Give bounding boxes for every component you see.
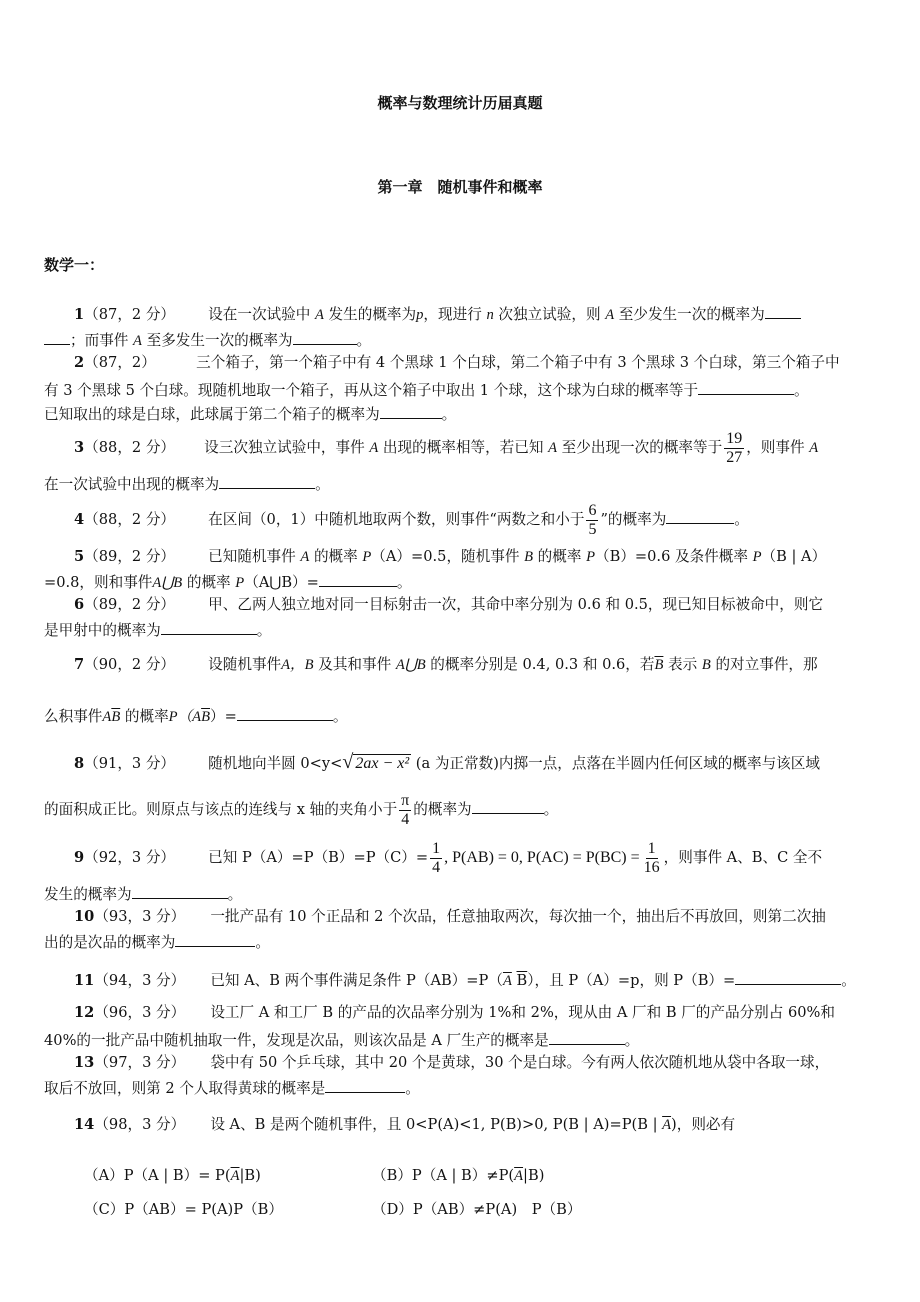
question-number: 12 — [74, 1004, 95, 1021]
text: (a 为正常数)内掷一点，点落在半圆内任何区域的概率与该区域 — [415, 755, 820, 772]
question-2-line-3 — [44, 404, 880, 424]
denominator: 5 — [588, 520, 597, 538]
text: 。 — [227, 886, 243, 903]
answer-blank — [325, 1078, 405, 1093]
sqrt-expression: 2ax − x² — [355, 755, 410, 772]
var: A — [133, 333, 142, 349]
var: A，B — [281, 657, 314, 673]
text: 出现的概率相等，若已知 — [382, 439, 544, 456]
option-text: |B) — [239, 1167, 261, 1184]
a-bar: $\overline{A}$ — [662, 1117, 672, 1133]
var: $\overline{B}$ — [201, 709, 211, 725]
text: 的概率 — [537, 548, 582, 565]
question-1-line-2 — [44, 330, 880, 350]
text: 40%的一批产品中随机抽取一件，发现是次品，则该次品是 A 厂生产的概率是 — [44, 1032, 549, 1049]
a-bar: $\overline{A}$ — [230, 1168, 240, 1184]
option-b — [372, 1164, 544, 1185]
question-source: （88，2 分） — [84, 511, 176, 528]
denominator: 27 — [726, 448, 743, 466]
text: 随机地向半圆 0<y< — [208, 755, 343, 772]
question-2-line-1 — [74, 354, 910, 372]
option-text: （B）P（A | B）≠P( — [372, 1167, 515, 1184]
question-source: （97，3 分） — [94, 1054, 186, 1071]
question-source: （89，2 分） — [84, 548, 176, 565]
question-number: 6 — [74, 596, 85, 613]
text: 设随机事件 — [208, 656, 282, 673]
question-10-line-2 — [44, 932, 880, 952]
text: ，现进行 — [423, 306, 482, 323]
text: 在区间（0，1）中随机地取两个数，则事件“两数之和小于 — [208, 511, 585, 528]
text: 的概率 — [313, 548, 358, 565]
option-d: （D）P（AB）≠P(A) P（B） — [372, 1201, 582, 1218]
answer-blank — [472, 799, 544, 814]
answer-blank — [44, 330, 70, 345]
question-13-line-2 — [44, 1078, 880, 1098]
var: A — [369, 440, 379, 456]
numerator: 1 — [432, 839, 441, 857]
text: 。 — [734, 511, 749, 528]
numerator: 6 — [588, 501, 597, 519]
var: A⋃B — [152, 575, 183, 591]
text: 。 — [396, 574, 412, 591]
question-3-line-1 — [74, 428, 910, 468]
text: ；而事件 — [70, 332, 129, 349]
text: 是甲射中的概率为 — [44, 622, 161, 639]
question-source: （90，2 分） — [84, 656, 176, 673]
text: 。 — [624, 1032, 640, 1049]
option-c: （C）P（AB）= P(A)P（B） — [84, 1201, 283, 1218]
question-12-line-1 — [74, 1004, 910, 1022]
formula: , P(AB) = 0, P(AC) = P(BC) = — [444, 849, 640, 866]
denominator: 16 — [643, 858, 660, 876]
text: （B）=0.6 及条件概率 — [595, 548, 748, 565]
text: 设三次独立试验中，事件 — [204, 439, 365, 456]
var: B — [524, 549, 533, 565]
text: 发生的概率为 — [328, 306, 417, 323]
question-7-line-2 — [44, 706, 880, 726]
text: 一批产品有 10 个正品和 2 个次品，任意抽取两次，每次抽一个，抽出后不再放回，则第二次抽 — [210, 908, 826, 925]
var: p — [416, 307, 424, 323]
text: 。 — [841, 972, 856, 989]
fraction — [724, 430, 744, 467]
question-source: （87，2 分） — [84, 306, 176, 323]
question-number: 14 — [74, 1116, 95, 1133]
question-source: （91，3 分） — [84, 755, 176, 772]
text: 。 — [255, 934, 270, 951]
text: 至少发生一次的概率为 — [618, 306, 765, 323]
answer-blank — [175, 932, 255, 947]
answer-blank — [132, 884, 228, 899]
text: （A）=0.5，随机事件 — [371, 548, 520, 565]
question-source: （89，2 分） — [84, 596, 176, 613]
var: A — [314, 307, 324, 323]
question-source: （92，3 分） — [84, 849, 176, 866]
text: 已知 A、B 两个事件满足条件 P（AB）=P（ — [210, 972, 503, 989]
question-source: （96，3 分） — [94, 1004, 186, 1021]
answer-blank — [765, 304, 801, 319]
option-text: （A）P（A | B）= P( — [84, 1167, 231, 1184]
var: A — [300, 549, 310, 565]
question-1-line-1 — [74, 304, 910, 324]
question-6-line-1 — [74, 596, 910, 614]
numerator: 19 — [726, 429, 743, 447]
text: 的概率 — [186, 574, 231, 591]
question-3-line-2 — [44, 474, 880, 494]
text: 。 — [256, 622, 272, 639]
text: 的概率 — [124, 708, 169, 725]
question-number: 13 — [74, 1054, 95, 1071]
question-source: （87，2） — [84, 354, 156, 371]
text: 已知随机事件 — [208, 548, 296, 565]
question-number: 2 — [74, 354, 85, 371]
answer-blank — [666, 509, 734, 524]
text: 甲、乙两人独立地对同一目标射击一次，其命中率分别为 0.6 和 0.5，现已知目标被命中，则它 — [208, 596, 824, 613]
text: 。 — [315, 476, 330, 493]
text: 表示 — [668, 656, 698, 673]
answer-blank — [549, 1030, 625, 1045]
var: A⋃B — [395, 657, 426, 673]
question-11-line-1 — [74, 970, 910, 990]
question-source: （88，2 分） — [84, 439, 176, 456]
question-7-line-1 — [74, 656, 910, 674]
question-5-line-1 — [74, 548, 910, 566]
text: ，则事件 — [746, 439, 805, 456]
text: 在一次试验中出现的概率为 — [44, 476, 220, 493]
numerator: 1 — [647, 839, 656, 857]
text: ）= — [210, 708, 237, 725]
text: 发生的概率为 — [44, 886, 132, 903]
question-9-line-1 — [74, 838, 910, 878]
text: 设在一次试验中 — [208, 306, 311, 323]
var: A — [809, 440, 819, 456]
text: 设工厂 A 和工厂 B 的产品的次品率分别为 1%和 2%，现从由 A 厂和 B 厂的产品分别占 60%和 — [210, 1004, 836, 1021]
var: A — [605, 307, 615, 323]
question-number: 10 — [74, 908, 95, 925]
sqrt-icon: √ — [342, 751, 354, 773]
option-a — [84, 1164, 261, 1185]
answer-blank — [319, 572, 397, 587]
denominator: 4 — [401, 810, 410, 828]
question-number: 11 — [74, 972, 95, 989]
question-12-line-2 — [44, 1030, 880, 1050]
var: P — [235, 575, 245, 591]
answer-blank — [237, 706, 333, 721]
text: 及其和事件 — [318, 656, 392, 673]
question-8-line-1 — [74, 746, 910, 780]
var: $\overline{B}$ — [654, 657, 664, 673]
question-number: 8 — [74, 755, 85, 772]
text: 设 A、B 是两个随机事件，且 0<P(A)<1, P(B)>0, P(B | A)=P(B | — [210, 1116, 658, 1133]
text: （A⋃B）= — [244, 574, 319, 591]
question-6-line-2 — [44, 620, 880, 640]
question-number: 4 — [74, 511, 85, 528]
question-2-line-2 — [44, 380, 880, 400]
text: ”的概率为 — [600, 511, 667, 528]
a-bar: $\overline{A}$ — [502, 973, 512, 989]
answer-blank — [161, 620, 257, 635]
text: 已知 P（A）=P（B）=P（C）= — [208, 849, 429, 866]
text: 袋中有 50 个乒乓球，其中 20 个是黄球，30 个是白球。今有两人依次随机地从袋中各取一球， — [210, 1054, 830, 1071]
var: $\overline{B}$ — [111, 709, 121, 725]
text: 次独立试验，则 — [498, 306, 601, 323]
question-source: （98，3 分） — [94, 1116, 186, 1133]
text: 。 — [441, 406, 457, 423]
answer-blank — [219, 474, 315, 489]
fraction — [642, 840, 662, 877]
answer-blank — [698, 380, 794, 395]
text: 至少出现一次的概率等于 — [561, 439, 723, 456]
fraction — [399, 792, 411, 829]
answer-blank — [293, 330, 357, 345]
question-number: 3 — [74, 439, 85, 456]
question-9-line-2 — [44, 884, 880, 904]
fraction — [430, 840, 442, 877]
var: B — [701, 657, 711, 673]
option-text: |B) — [523, 1167, 545, 1184]
text: 。 — [794, 382, 809, 399]
var: A — [102, 709, 112, 725]
text: 的对立事件，那 — [715, 656, 818, 673]
var: A — [548, 440, 558, 456]
denominator: 4 — [432, 858, 441, 876]
question-number: 7 — [74, 656, 85, 673]
question-number: 1 — [74, 306, 85, 323]
text: 。 — [332, 708, 348, 725]
question-number: 9 — [74, 849, 85, 866]
text: ），且 P（A）=p，则 P（B）= — [527, 972, 736, 989]
question-8-line-2 — [44, 790, 880, 830]
question-4-line-1 — [74, 500, 910, 540]
var: P — [586, 549, 595, 565]
question-number: 5 — [74, 548, 85, 565]
a-bar: $\overline{A}$ — [514, 1168, 524, 1184]
fraction — [586, 502, 598, 539]
text: 么积事件 — [44, 708, 103, 725]
text: 。 — [356, 332, 372, 349]
text: 已知取出的球是白球，此球属于第二个箱子的概率为 — [44, 406, 380, 423]
answer-blank — [735, 970, 841, 985]
answer-blank — [380, 404, 442, 419]
question-source: （93，3 分） — [94, 908, 186, 925]
var: n — [486, 307, 494, 323]
numerator: π — [401, 791, 410, 809]
b-bar: $\overline{B}$ — [516, 972, 528, 989]
text: 有 3 个黑球 5 个白球。现随机地取一个箱子，再从这个箱子中取出 1 个球，这个球为白球的概率等于 — [44, 382, 699, 399]
var: P（A — [168, 709, 202, 725]
text: 取后不放回，则第 2 个人取得黄球的概率是 — [44, 1080, 326, 1097]
var: P — [362, 549, 372, 565]
text: 的概率分别是 0.4, 0.3 和 0.6，若 — [430, 656, 655, 673]
text: 的概率为 — [413, 801, 472, 818]
text: （B | A） — [761, 548, 827, 565]
chapter-title: 第一章 随机事件和概率 — [377, 178, 543, 196]
text: 。 — [543, 801, 559, 818]
var: P — [752, 549, 762, 565]
question-5-line-2 — [44, 572, 880, 592]
text: 出的是次品的概率为 — [44, 934, 176, 951]
section-heading: 数学一： — [44, 256, 105, 274]
text: 的面积成正比。则原点与该点的连线与 x 轴的夹角小于 — [44, 801, 398, 818]
question-13-line-1 — [74, 1054, 910, 1072]
text: ，则事件 A、B、C 全不 — [663, 849, 823, 866]
text: 。 — [405, 1080, 420, 1097]
text: 至多发生一次的概率为 — [146, 332, 293, 349]
question-10-line-1 — [74, 908, 910, 926]
text: =0.8，则和事件 — [44, 574, 153, 591]
question-source: （94，3 分） — [94, 972, 186, 989]
document-title: 概率与数理统计历届真题 — [377, 94, 543, 112]
text: 三个箱子，第一个箱子中有 4 个黑球 1 个白球，第二个箱子中有 3 个黑球 3 个白球，第三个箱子中 — [196, 354, 840, 371]
text: )，则必有 — [671, 1116, 736, 1133]
question-14-line-1 — [74, 1116, 910, 1134]
